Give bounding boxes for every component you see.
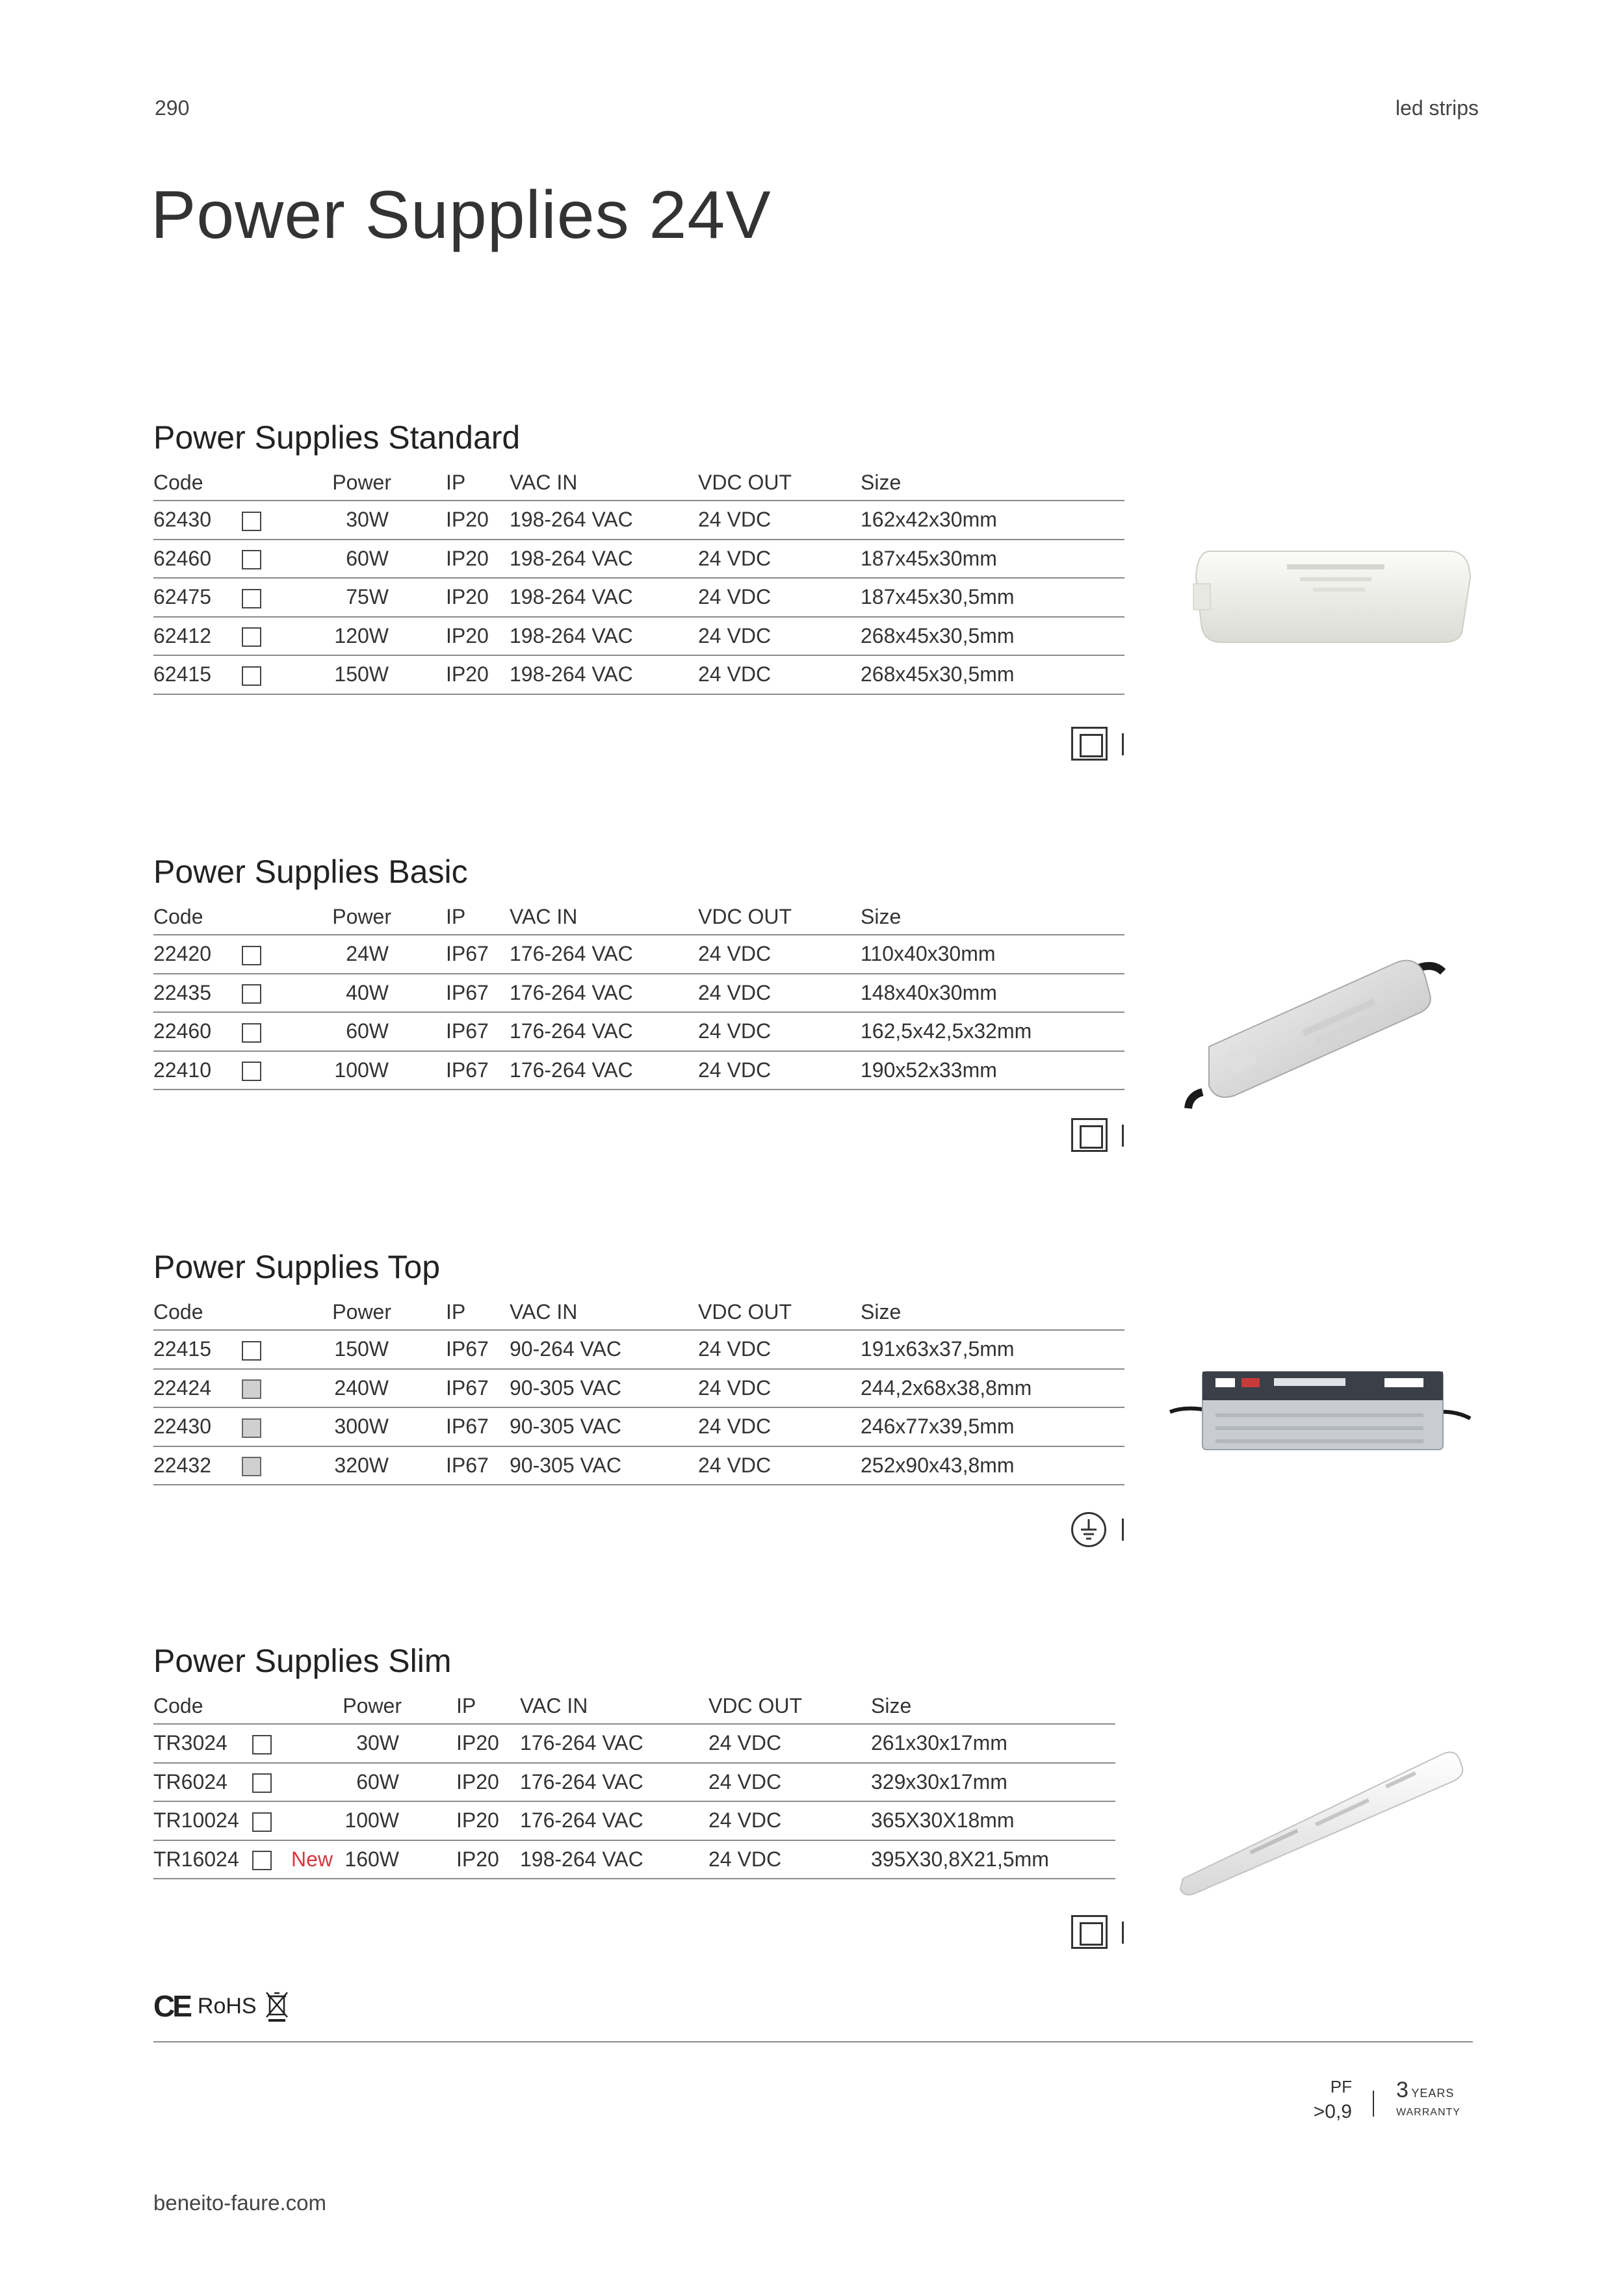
cell-size: 191x63x37,5mm (861, 1330, 1124, 1369)
cell-vdc-out: 24 VDC (698, 935, 861, 974)
certifications (153, 1987, 289, 2026)
footer-separator (1373, 2091, 1374, 2117)
product-image-basic (1183, 936, 1456, 1118)
cell-vdc-out: 24 VDC (698, 540, 861, 579)
table-row (153, 1763, 1115, 1802)
table-header-row (153, 465, 1124, 501)
cell-vdc-out: 24 VDC (698, 1407, 861, 1446)
cell-vdc-out: 24 VDC (698, 1446, 861, 1485)
cell-vac-in: 176-264 VAC (520, 1763, 708, 1802)
cell-size: 365X30X18mm (871, 1801, 1115, 1840)
header-size: Size (861, 900, 1124, 935)
header-code: Code (153, 1295, 242, 1330)
cell-code: 22435 (153, 974, 242, 1013)
cell-size: 268x45x30,5mm (861, 617, 1124, 656)
cell-code: 62430 (153, 501, 242, 540)
cell-vdc-out: 24 VDC (698, 655, 861, 694)
cell-vdc-out: 24 VDC (698, 1012, 861, 1051)
website-link[interactable]: beneito-faure.com (153, 2191, 326, 2215)
class-ii-icon (252, 1773, 272, 1793)
cell-vdc-out: 24 VDC (698, 1051, 861, 1090)
cell-vac-in: 90-305 VAC (510, 1369, 698, 1408)
header-power: Power (326, 1295, 404, 1330)
cell-power: 320W (326, 1446, 404, 1485)
cell-code: 62475 (153, 578, 242, 617)
cell-code: 22460 (153, 1012, 242, 1051)
cell-vac-in: 198-264 VAC (510, 655, 698, 694)
header-power: Power (337, 1689, 415, 1724)
cell-vdc-out: 24 VDC (698, 501, 861, 540)
table-row (153, 1407, 1124, 1446)
header-ip: IP (404, 1295, 510, 1330)
footer-divider (153, 2041, 1473, 2042)
cell-power: 24W (326, 935, 404, 974)
cell-code: 22424 (153, 1369, 242, 1408)
cell-vdc-out: 24 VDC (708, 1763, 871, 1802)
header-vdc-out: VDC OUT (708, 1689, 871, 1724)
cell-ip: IP67 (404, 1369, 510, 1408)
cell-code: 22430 (153, 1407, 242, 1446)
spec-table (153, 1689, 1115, 1879)
table-row (153, 1446, 1124, 1485)
cell-code: TR6024 (153, 1763, 252, 1802)
cell-power: 240W (326, 1369, 404, 1408)
cell-ip: IP67 (404, 974, 510, 1013)
cell-ip: IP67 (404, 1330, 510, 1369)
cell-code: 62460 (153, 540, 242, 579)
warranty-number: 3 (1396, 2078, 1409, 2102)
weee-bin-icon (265, 1990, 289, 2022)
cell-vac-in: 176-264 VAC (520, 1724, 708, 1763)
cell-code: 22410 (153, 1051, 242, 1090)
cell-vdc-out: 24 VDC (698, 974, 861, 1013)
class-ii-icon (242, 946, 261, 965)
power-factor (1293, 2077, 1352, 2123)
table-header-row (153, 1689, 1115, 1724)
cell-power: 100W (337, 1801, 415, 1840)
cell-size: 246x77x39,5mm (861, 1407, 1124, 1446)
rohs-mark: RoHS (197, 1993, 257, 2018)
cell-ip: IP20 (404, 655, 510, 694)
header-vac-in: VAC IN (520, 1689, 708, 1724)
header-code: Code (153, 465, 242, 501)
warranty-years: YEARS (1411, 2087, 1455, 2100)
spec-table (153, 900, 1124, 1090)
header-vdc-out: VDC OUT (698, 1295, 861, 1330)
header-ip: IP (415, 1689, 520, 1724)
cell-power: 150W (326, 655, 404, 694)
cell-size: 395X30,8X21,5mm (871, 1840, 1115, 1879)
cell-size: 261x30x17mm (871, 1724, 1115, 1763)
header-ip: IP (404, 465, 510, 501)
cell-vac-in: 90-305 VAC (510, 1407, 698, 1446)
cell-size: 162,5x42,5x32mm (861, 1012, 1124, 1051)
table-row (153, 1369, 1124, 1408)
table-row (153, 578, 1124, 617)
cell-size: 187x45x30,5mm (861, 578, 1124, 617)
cell-vdc-out: 24 VDC (708, 1840, 871, 1879)
cell-size: 244,2x68x38,8mm (861, 1369, 1124, 1408)
header-code: Code (153, 900, 242, 935)
table-row (153, 617, 1124, 656)
cell-power: 300W (326, 1407, 404, 1446)
cell-vac-in: 90-264 VAC (510, 1330, 698, 1369)
header-vdc-out: VDC OUT (698, 465, 861, 501)
cell-code: TR10024 (153, 1801, 252, 1840)
cell-vdc-out: 24 VDC (698, 578, 861, 617)
class-i-icon (242, 1457, 261, 1476)
cell-ip: IP67 (404, 1012, 510, 1051)
pf-label: PF (1330, 2077, 1352, 2096)
table-row (153, 974, 1124, 1013)
cell-vac-in: 198-264 VAC (510, 540, 698, 579)
cell-size: 252x90x43,8mm (861, 1446, 1124, 1485)
table-header-row (153, 900, 1124, 935)
table-row (153, 540, 1124, 579)
class-ii-icon (242, 627, 261, 647)
cell-code: 22432 (153, 1446, 242, 1485)
ce-mark: CE (153, 1989, 190, 2023)
cell-power: 30W (337, 1724, 415, 1763)
product-image-top (1163, 1359, 1475, 1456)
warranty-badge (1396, 2078, 1461, 2119)
header-size: Size (861, 1295, 1124, 1330)
cell-vdc-out: 24 VDC (698, 617, 861, 656)
class-ii-icon (252, 1812, 272, 1832)
cell-vac-in: 176-264 VAC (510, 974, 698, 1013)
cell-power: 60W (337, 1763, 415, 1802)
divider-icon (1122, 733, 1124, 755)
cell-code: TR16024 (153, 1840, 252, 1879)
section-title: Power Supplies Slim (153, 1643, 452, 1679)
warranty-word: WARRANTY (1396, 2107, 1461, 2118)
cell-power: 100W (326, 1051, 404, 1090)
cell-vdc-out: 24 VDC (708, 1801, 871, 1840)
section-title: Power Supplies Basic (153, 854, 468, 890)
cell-ip: IP20 (404, 578, 510, 617)
cell-size: 148x40x30mm (861, 974, 1124, 1013)
cell-size: 187x45x30mm (861, 540, 1124, 579)
class-ii-icon (242, 984, 261, 1004)
cell-ip: IP20 (415, 1840, 520, 1879)
class-ii-insulation-icon (1071, 727, 1108, 761)
cell-code: TR3024 (153, 1724, 252, 1763)
table-header-row (153, 1295, 1124, 1330)
class-ii-icon (252, 1735, 272, 1755)
table-row (153, 1051, 1124, 1090)
product-image-standard (1189, 538, 1475, 649)
cell-code: 22420 (153, 935, 242, 974)
cell-ip: IP20 (415, 1801, 520, 1840)
ground-icon (1071, 1512, 1106, 1547)
header-vac-in: VAC IN (510, 1295, 698, 1330)
header-size: Size (871, 1689, 1115, 1724)
cell-code: 62415 (153, 655, 242, 694)
spec-table (153, 465, 1124, 695)
header-vdc-out: VDC OUT (698, 900, 861, 935)
class-ii-icon (242, 1341, 261, 1361)
cell-vdc-out: 24 VDC (698, 1330, 861, 1369)
section-title: Power Supplies Top (153, 1249, 441, 1285)
section-slim (153, 1638, 1124, 1879)
section-standard (153, 415, 1124, 695)
table-row (153, 1330, 1124, 1369)
divider-icon (1122, 1519, 1124, 1541)
cell-power: 60W (326, 1012, 404, 1051)
divider-icon (1122, 1922, 1124, 1944)
header-ip: IP (404, 900, 510, 935)
cell-vac-in: 176-264 VAC (510, 1051, 698, 1090)
cell-size: 190x52x33mm (861, 1051, 1124, 1090)
cell-size: 268x45x30,5mm (861, 655, 1124, 694)
page-number: 290 (155, 96, 190, 120)
cell-size: 110x40x30mm (861, 935, 1124, 974)
table-row (153, 655, 1124, 694)
page-title: Power Supplies 24V (151, 177, 772, 253)
cell-ip: IP20 (415, 1724, 520, 1763)
cell-ip: IP67 (404, 1407, 510, 1446)
class-ii-icon (242, 1023, 261, 1043)
cell-ip: IP20 (404, 501, 510, 540)
cell-vac-in: 176-264 VAC (510, 935, 698, 974)
class-ii-icon (252, 1851, 272, 1870)
cell-ip: IP67 (404, 935, 510, 974)
cell-vdc-out: 24 VDC (698, 1369, 861, 1408)
class-ii-icon (242, 550, 261, 569)
table-row (153, 1724, 1115, 1763)
divider-icon (1122, 1125, 1124, 1147)
class-ii-icon (242, 512, 261, 531)
class-ii-insulation-icon (1071, 1118, 1108, 1152)
class-ii-insulation-icon (1071, 1915, 1108, 1949)
class-i-icon (242, 1418, 261, 1438)
cell-vac-in: 90-305 VAC (510, 1446, 698, 1485)
class-i-icon (242, 1379, 261, 1399)
cell-vdc-out: 24 VDC (708, 1724, 871, 1763)
cell-vac-in: 198-264 VAC (520, 1840, 708, 1879)
cell-power: 150W (326, 1330, 404, 1369)
cell-size: 162x42x30mm (861, 501, 1124, 540)
cell-ip: IP20 (404, 617, 510, 656)
cell-ip: IP20 (415, 1763, 520, 1802)
table-row (153, 501, 1124, 540)
pf-value: >0,9 (1313, 2101, 1352, 2122)
cell-ip: IP67 (404, 1446, 510, 1485)
product-image-slim (1170, 1742, 1469, 1898)
section-top (153, 1244, 1124, 1485)
cell-code: 22415 (153, 1330, 242, 1369)
cell-vac-in: 198-264 VAC (510, 578, 698, 617)
table-row (153, 1012, 1124, 1051)
table-row (153, 1801, 1115, 1840)
section-title: Power Supplies Standard (153, 419, 521, 456)
new-badge: New (291, 1840, 337, 1879)
table-row (153, 1840, 1115, 1879)
cell-vac-in: 198-264 VAC (510, 617, 698, 656)
cell-ip: IP20 (404, 540, 510, 579)
cell-power: 75W (326, 578, 404, 617)
spec-table (153, 1295, 1124, 1485)
cell-vac-in: 176-264 VAC (510, 1012, 698, 1051)
class-ii-icon (242, 1062, 261, 1081)
header-vac-in: VAC IN (510, 900, 698, 935)
cell-vac-in: 198-264 VAC (510, 501, 698, 540)
cell-vac-in: 176-264 VAC (520, 1801, 708, 1840)
section-label: led strips (1395, 96, 1479, 120)
cell-size: 329x30x17mm (871, 1763, 1115, 1802)
cell-power: 120W (326, 617, 404, 656)
cell-code: 62412 (153, 617, 242, 656)
class-ii-icon (242, 589, 261, 608)
header-vac-in: VAC IN (510, 465, 698, 501)
cell-power: 40W (326, 974, 404, 1013)
class-ii-icon (242, 666, 261, 686)
header-code: Code (153, 1689, 252, 1724)
header-power: Power (326, 465, 404, 501)
cell-ip: IP67 (404, 1051, 510, 1090)
header-power: Power (326, 900, 404, 935)
section-basic (153, 849, 1124, 1090)
cell-power: 30W (326, 501, 404, 540)
header-size: Size (861, 465, 1124, 501)
cell-power: 60W (326, 540, 404, 579)
table-row (153, 935, 1124, 974)
cell-power: 160W (337, 1840, 415, 1879)
